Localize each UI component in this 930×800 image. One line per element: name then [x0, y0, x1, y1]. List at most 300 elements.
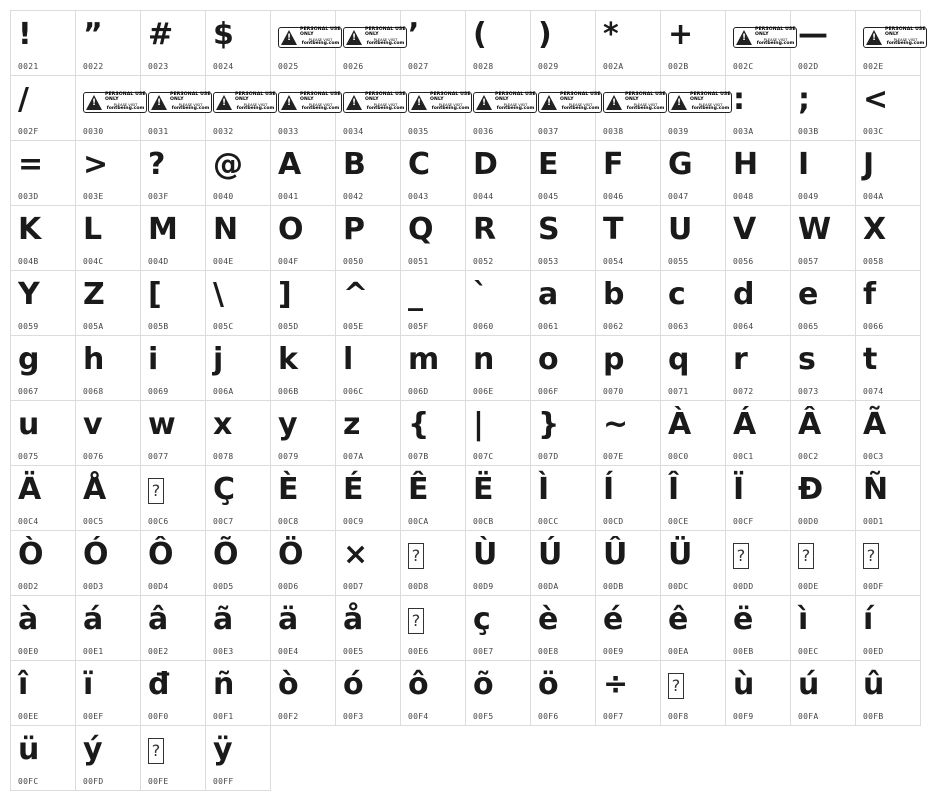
glyph-code: 00EF	[83, 712, 104, 721]
glyph-code: 00D7	[343, 582, 364, 591]
glyph-code: 00CD	[603, 517, 624, 526]
glyph: l	[343, 342, 354, 377]
glyph-cell	[530, 75, 601, 141]
glyph-cell	[855, 10, 926, 76]
badge-text: fontbeing.com	[431, 106, 470, 112]
glyph: W	[798, 212, 832, 247]
badge-text: fontbeing.com	[886, 41, 925, 47]
glyph: M	[148, 212, 178, 247]
glyph: Ò	[18, 537, 44, 572]
glyph-cell	[10, 205, 76, 271]
glyph-code: 0024	[213, 62, 234, 71]
glyph-code: 0035	[408, 127, 429, 136]
glyph-cell	[725, 270, 791, 336]
glyph-cell	[75, 530, 141, 596]
glyph-code: 00C5	[83, 517, 104, 526]
glyph-cell	[75, 140, 141, 206]
glyph: S	[538, 212, 560, 247]
glyph-code: 0025	[278, 62, 299, 71]
glyph: É	[343, 472, 364, 507]
glyph-code: 0049	[798, 192, 819, 201]
glyph: Ì	[538, 472, 550, 507]
glyph-code: 0023	[148, 62, 169, 71]
glyph-code: 00D2	[18, 582, 39, 591]
glyph-code: 0051	[408, 257, 429, 266]
glyph-code: 0063	[668, 322, 689, 331]
glyph-cell	[205, 530, 271, 596]
glyph-code: 007B	[408, 452, 429, 461]
glyph-code: 00F4	[408, 712, 429, 721]
glyph-cell	[270, 465, 336, 531]
glyph-cell	[10, 75, 76, 141]
glyph: y	[278, 407, 298, 442]
glyph-code: 0026	[343, 62, 364, 71]
glyph-cell	[335, 465, 401, 531]
glyph: ×	[343, 537, 369, 572]
missing-glyph-icon: ?	[863, 534, 879, 576]
glyph-cell	[140, 400, 206, 466]
glyph-cell	[855, 400, 921, 466]
glyph: x	[213, 407, 233, 442]
badge-text: fontbeing.com	[561, 106, 600, 112]
glyph: È	[278, 472, 299, 507]
glyph-code: 00DA	[538, 582, 559, 591]
glyph-cell	[10, 465, 76, 531]
glyph-code: 0021	[18, 62, 39, 71]
glyph-code: 00D4	[148, 582, 169, 591]
glyph-code: 0054	[603, 257, 624, 266]
badge-text: PERSONAL USE ONLY	[755, 27, 796, 37]
glyph: ô	[408, 667, 429, 702]
glyph: n	[473, 342, 495, 377]
glyph-cell	[725, 400, 791, 466]
glyph: v	[83, 407, 103, 442]
glyph-cell	[790, 465, 856, 531]
glyph: ç	[473, 602, 491, 637]
warning-icon	[346, 30, 362, 45]
warning-icon	[281, 95, 297, 110]
badge-text: fontbeing.com	[301, 106, 340, 112]
glyph: Q	[408, 212, 434, 247]
glyph: K	[18, 212, 42, 247]
glyph-code: 00D8	[408, 582, 429, 591]
glyph: $	[213, 17, 234, 52]
glyph: Ô	[148, 537, 174, 572]
glyph-cell	[140, 75, 211, 141]
glyph-code: 0065	[798, 322, 819, 331]
glyph-code: 00F2	[278, 712, 299, 721]
glyph: ó	[343, 667, 364, 702]
glyph: ý	[83, 732, 103, 767]
glyph: _	[408, 277, 423, 312]
badge-text: PERSONAL USE ONLY	[235, 92, 276, 102]
glyph: V	[733, 212, 757, 247]
glyph: ü	[18, 732, 40, 767]
personal-use-badge	[278, 27, 342, 48]
glyph-code: 0022	[83, 62, 104, 71]
glyph-cell	[140, 660, 206, 726]
glyph-cell	[10, 335, 76, 401]
glyph: ^	[343, 277, 369, 312]
glyph: —	[798, 17, 828, 52]
glyph-cell	[595, 335, 661, 401]
glyph-code: 007C	[473, 452, 494, 461]
glyph-code: 00ED	[863, 647, 884, 656]
glyph: é	[603, 602, 624, 637]
glyph: E	[538, 147, 559, 182]
glyph: ÷	[603, 667, 629, 702]
glyph: ]	[278, 277, 292, 312]
warning-icon	[346, 95, 362, 110]
badge-text: PERSONAL USE ONLY	[170, 92, 211, 102]
glyph-code: 00C1	[733, 452, 754, 461]
glyph-code: 00C6	[148, 517, 169, 526]
glyph-code: 00F9	[733, 712, 754, 721]
glyph-code: 0050	[343, 257, 364, 266]
glyph: *	[603, 17, 619, 52]
glyph-grid	[10, 10, 926, 790]
glyph-code: 005F	[408, 322, 429, 331]
glyph-code: 0032	[213, 127, 234, 136]
badge-text: PERSONAL USE ONLY	[430, 92, 471, 102]
badge-text: PERSONAL USE ONLY	[300, 92, 341, 102]
glyph-cell	[75, 75, 146, 141]
glyph-cell	[270, 400, 336, 466]
glyph-cell	[660, 400, 726, 466]
glyph-code: 0079	[278, 452, 299, 461]
glyph: `	[473, 277, 488, 312]
glyph-code: 00C8	[278, 517, 299, 526]
glyph-code: 00D6	[278, 582, 299, 591]
badge-text: PLEASE VISIT	[568, 102, 593, 107]
glyph: Â	[798, 407, 822, 442]
glyph: e	[798, 277, 819, 312]
glyph-cell	[790, 10, 856, 76]
glyph: w	[148, 407, 176, 442]
glyph-code: 0062	[603, 322, 624, 331]
glyph-code: 0044	[473, 192, 494, 201]
glyph-code: 0061	[538, 322, 559, 331]
glyph: i	[148, 342, 159, 377]
glyph-code: 0039	[668, 127, 689, 136]
glyph-cell	[10, 400, 76, 466]
glyph: L	[83, 212, 103, 247]
glyph: Ù	[473, 537, 498, 572]
glyph-code: 00F5	[473, 712, 494, 721]
glyph-cell	[790, 140, 856, 206]
glyph-code: 003E	[83, 192, 104, 201]
glyph-code: 0042	[343, 192, 364, 201]
warning-icon	[541, 95, 557, 110]
glyph-code: 0037	[538, 127, 559, 136]
glyph-code: 00E3	[213, 647, 234, 656]
glyph-cell	[400, 595, 466, 661]
glyph-code: 00E1	[83, 647, 104, 656]
glyph: Í	[603, 472, 615, 507]
glyph-code: 00E9	[603, 647, 624, 656]
glyph-cell	[725, 10, 796, 76]
glyph: â	[148, 602, 169, 637]
glyph-cell	[270, 530, 336, 596]
glyph: î	[18, 667, 29, 702]
glyph-cell	[270, 75, 341, 141]
warning-icon	[216, 95, 232, 110]
glyph: o	[538, 342, 559, 377]
glyph-code: 006B	[278, 387, 299, 396]
glyph: :	[733, 82, 745, 117]
glyph-cell	[140, 10, 206, 76]
personal-use-badge	[343, 92, 407, 113]
glyph: ï	[83, 667, 94, 702]
glyph: [	[148, 277, 162, 312]
glyph-code: 0058	[863, 257, 884, 266]
glyph-code: 0072	[733, 387, 754, 396]
missing-glyph-icon: ?	[148, 469, 164, 511]
glyph-code: 0040	[213, 192, 234, 201]
glyph-cell	[270, 595, 336, 661]
glyph: Ü	[668, 537, 693, 572]
glyph-cell	[465, 270, 531, 336]
glyph-cell	[10, 660, 76, 726]
glyph-code: 00D9	[473, 582, 494, 591]
glyph-code: 00F3	[343, 712, 364, 721]
glyph-code: 0076	[83, 452, 104, 461]
glyph-cell	[75, 725, 141, 791]
glyph-code: 00F0	[148, 712, 169, 721]
glyph-code: 0070	[603, 387, 624, 396]
glyph: ú	[798, 667, 820, 702]
glyph-cell	[530, 205, 596, 271]
glyph: c	[668, 277, 686, 312]
missing-glyph-icon: ?	[408, 534, 424, 576]
personal-use-badge	[213, 92, 277, 113]
glyph-cell	[725, 660, 791, 726]
glyph: Û	[603, 537, 628, 572]
glyph-cell	[530, 595, 596, 661]
glyph-cell	[725, 595, 791, 661]
glyph: À	[668, 407, 692, 442]
glyph-code: 006E	[473, 387, 494, 396]
glyph: Ï	[733, 472, 745, 507]
glyph: p	[603, 342, 625, 377]
glyph-code: 00FD	[83, 777, 104, 786]
personal-use-badge	[733, 27, 797, 48]
glyph-code: 0041	[278, 192, 299, 201]
glyph-cell	[270, 335, 336, 401]
badge-text: PLEASE VISIT	[763, 37, 788, 42]
glyph-code: 004B	[18, 257, 39, 266]
glyph-cell	[855, 140, 921, 206]
glyph-cell	[465, 530, 531, 596]
glyph: J	[863, 147, 875, 182]
glyph: |	[473, 407, 484, 442]
glyph-cell	[595, 400, 661, 466]
glyph-code: 00CC	[538, 517, 559, 526]
glyph-cell	[335, 270, 401, 336]
glyph-cell	[465, 595, 531, 661]
glyph-cell	[790, 530, 856, 596]
glyph-cell	[400, 270, 466, 336]
glyph-cell	[725, 75, 791, 141]
glyph-code: 0029	[538, 62, 559, 71]
glyph: ~	[603, 407, 629, 442]
glyph-code: 0047	[668, 192, 689, 201]
glyph: õ	[473, 667, 494, 702]
glyph: Ã	[863, 407, 887, 442]
glyph-cell	[400, 140, 466, 206]
glyph: D	[473, 147, 498, 182]
missing-glyph-icon: ?	[668, 664, 684, 706]
glyph-code: 002D	[798, 62, 819, 71]
glyph-cell	[530, 660, 596, 726]
glyph: ë	[733, 602, 754, 637]
glyph-code: 00EC	[798, 647, 819, 656]
glyph: (	[473, 17, 487, 52]
glyph-cell	[335, 660, 401, 726]
glyph-code: 0030	[83, 127, 104, 136]
badge-text: PERSONAL USE ONLY	[625, 92, 666, 102]
glyph: Ê	[408, 472, 429, 507]
glyph: !	[18, 17, 32, 52]
glyph-cell	[660, 10, 726, 76]
glyph: #	[148, 17, 174, 52]
glyph-code: 00FB	[863, 712, 884, 721]
badge-text: fontbeing.com	[236, 106, 275, 112]
glyph: z	[343, 407, 361, 442]
badge-text: PLEASE VISIT	[308, 102, 333, 107]
glyph-cell	[205, 270, 271, 336]
glyph: P	[343, 212, 365, 247]
personal-use-badge	[668, 92, 732, 113]
glyph-code: 0067	[18, 387, 39, 396]
glyph-cell	[855, 205, 921, 271]
glyph-cell	[75, 595, 141, 661]
warning-icon	[606, 95, 622, 110]
glyph-cell	[270, 205, 336, 271]
glyph-cell	[75, 205, 141, 271]
glyph: Ä	[18, 472, 42, 507]
glyph-cell	[335, 530, 401, 596]
glyph-cell	[465, 335, 531, 401]
glyph-code: 00F1	[213, 712, 234, 721]
glyph-code: 00C9	[343, 517, 364, 526]
warning-icon	[866, 30, 882, 45]
glyph-cell	[790, 335, 856, 401]
glyph: k	[278, 342, 298, 377]
glyph-cell	[660, 335, 726, 401]
glyph: ”	[83, 17, 103, 52]
glyph: ö	[538, 667, 559, 702]
missing-glyph-icon: ?	[733, 534, 749, 576]
glyph-code: 0077	[148, 452, 169, 461]
glyph-cell	[465, 10, 531, 76]
missing-glyph-icon: ?	[798, 534, 814, 576]
glyph-cell	[855, 595, 921, 661]
glyph-cell	[400, 205, 466, 271]
glyph-cell	[855, 335, 921, 401]
glyph-cell	[660, 205, 726, 271]
glyph-code: 0055	[668, 257, 689, 266]
glyph: ã	[213, 602, 234, 637]
glyph: Ñ	[863, 472, 889, 507]
glyph-cell	[465, 660, 531, 726]
glyph-cell	[595, 465, 661, 531]
glyph: q	[668, 342, 690, 377]
glyph-code: 004A	[863, 192, 884, 201]
glyph-cell	[855, 465, 921, 531]
glyph-cell	[595, 595, 661, 661]
glyph: t	[863, 342, 878, 377]
glyph-cell	[790, 595, 856, 661]
glyph-cell	[595, 10, 661, 76]
glyph: đ	[148, 667, 170, 702]
glyph-cell	[725, 465, 791, 531]
glyph-cell	[465, 140, 531, 206]
glyph-code: 0059	[18, 322, 39, 331]
glyph: Y	[18, 277, 40, 312]
glyph-code: 0046	[603, 192, 624, 201]
glyph-cell	[660, 530, 726, 596]
warning-icon	[411, 95, 427, 110]
glyph-cell	[855, 270, 921, 336]
glyph: <	[863, 82, 889, 117]
glyph-cell	[205, 205, 271, 271]
glyph-cell	[595, 205, 661, 271]
glyph: Ë	[473, 472, 494, 507]
badge-text: PERSONAL USE ONLY	[300, 27, 341, 37]
glyph: =	[18, 147, 44, 182]
glyph-code: 002C	[733, 62, 754, 71]
glyph-cell	[790, 205, 856, 271]
badge-text: fontbeing.com	[691, 106, 730, 112]
glyph-cell	[855, 530, 921, 596]
glyph-code: 00D1	[863, 517, 884, 526]
glyph-code: 002F	[18, 127, 39, 136]
glyph-cell	[790, 400, 856, 466]
glyph-cell	[595, 75, 666, 141]
glyph-code: 00EE	[18, 712, 39, 721]
glyph-code: 005A	[83, 322, 104, 331]
glyph-cell	[205, 140, 271, 206]
glyph-code: 007D	[538, 452, 559, 461]
glyph-code: 0060	[473, 322, 494, 331]
glyph-code: 0036	[473, 127, 494, 136]
glyph-cell	[10, 725, 76, 791]
glyph-code: 0033	[278, 127, 299, 136]
glyph-code: 0031	[148, 127, 169, 136]
glyph-code: 00FC	[18, 777, 39, 786]
glyph: å	[343, 602, 364, 637]
glyph: g	[18, 342, 40, 377]
glyph: +	[668, 17, 694, 52]
glyph-cell	[595, 140, 661, 206]
glyph-code: 00E4	[278, 647, 299, 656]
badge-text: PERSONAL USE ONLY	[560, 92, 601, 102]
glyph-code: 00D5	[213, 582, 234, 591]
glyph-code: 00DF	[863, 582, 884, 591]
glyph-cell	[335, 205, 401, 271]
glyph-code: 0078	[213, 452, 234, 461]
glyph-cell	[205, 595, 271, 661]
glyph-code: 00C4	[18, 517, 39, 526]
glyph: X	[863, 212, 887, 247]
glyph-cell	[400, 530, 466, 596]
glyph-code: 00C3	[863, 452, 884, 461]
badge-text: PLEASE VISIT	[633, 102, 658, 107]
personal-use-badge	[343, 27, 407, 48]
glyph: ñ	[213, 667, 235, 702]
glyph-code: 00DD	[733, 582, 754, 591]
